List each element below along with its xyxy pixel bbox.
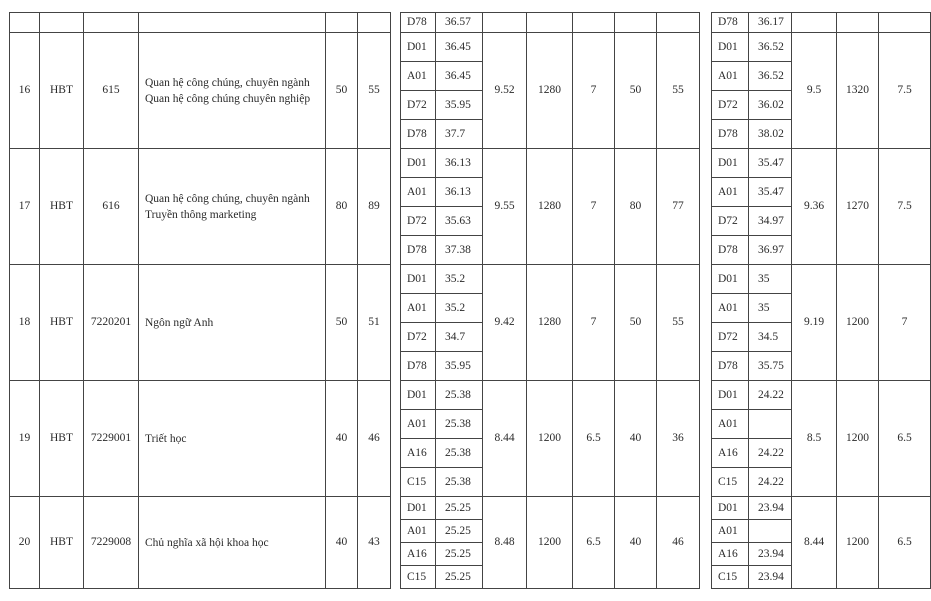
quota-cell: 40 — [326, 497, 358, 589]
combo-code: A16 — [401, 439, 436, 468]
major-code: 7229001 — [84, 381, 139, 497]
combo-code: D01 — [712, 33, 749, 62]
ielts-cell: 7.5 — [879, 149, 931, 265]
combo-score: 36.17 — [749, 13, 792, 33]
quota-cell: 40 — [615, 381, 657, 497]
major-code: 7220201 — [84, 265, 139, 381]
combo-score: 25.38 — [436, 468, 483, 497]
ielts-cell: 6.5 — [573, 497, 615, 589]
combo-score: 35.2 — [436, 294, 483, 323]
major-name: Chủ nghĩa xã hội khoa học — [139, 497, 326, 589]
table-row — [10, 33, 931, 62]
combo-score: 35.63 — [436, 207, 483, 236]
combo-score: 36.57 — [436, 13, 483, 33]
combo-code: C15 — [712, 468, 749, 497]
ielts-cell: 7 — [879, 265, 931, 381]
combo-code: A01 — [401, 62, 436, 91]
admitted-cell: 55 — [657, 265, 700, 381]
ielts-cell: 7 — [573, 33, 615, 149]
admission-score-table — [9, 12, 931, 589]
gpa-cell: 8.44 — [483, 381, 527, 497]
major-name: Quan hệ công chúng, chuyên ngành Quan hệ công chúng chuyên nghiệp — [139, 33, 326, 149]
combo-score: 24.22 — [749, 439, 792, 468]
table-row — [10, 497, 931, 520]
ielts-cell: 6.5 — [573, 381, 615, 497]
sat-cell: 1200 — [527, 497, 573, 589]
gpa-cell: 8.48 — [483, 497, 527, 589]
combo-score: 37.38 — [436, 236, 483, 265]
quota-cell: 50 — [326, 33, 358, 149]
sat-cell: 1280 — [527, 149, 573, 265]
ielts-cell: 7.5 — [879, 33, 931, 149]
ielts-cell: 6.5 — [879, 497, 931, 589]
gpa-cell: 9.52 — [483, 33, 527, 149]
combo-code: A01 — [712, 410, 749, 439]
row-number: 18 — [10, 265, 40, 381]
sat-cell: 1270 — [837, 149, 879, 265]
admitted-cell: 55 — [657, 33, 700, 149]
admitted-cell: 89 — [358, 149, 391, 265]
combo-code: D01 — [401, 33, 436, 62]
quota-cell: 50 — [615, 33, 657, 149]
sat-cell: 1320 — [837, 33, 879, 149]
combo-score: 34.97 — [749, 207, 792, 236]
table-row — [10, 265, 931, 294]
combo-code: D78 — [401, 352, 436, 381]
combo-code: D72 — [401, 91, 436, 120]
school-code: HBT — [40, 497, 84, 589]
gpa-cell: 9.5 — [792, 33, 837, 149]
gap-cell — [391, 381, 401, 497]
quota-cell: 40 — [326, 381, 358, 497]
combo-score: 35.95 — [436, 352, 483, 381]
school-code: HBT — [40, 265, 84, 381]
combo-score: 35.47 — [749, 178, 792, 207]
combo-score: 36.13 — [436, 149, 483, 178]
gap-cell — [700, 33, 712, 149]
quota-cell: 80 — [615, 149, 657, 265]
combo-code: C15 — [712, 566, 749, 589]
row-number: 16 — [10, 33, 40, 149]
combo-score — [749, 520, 792, 543]
combo-code: A01 — [712, 294, 749, 323]
combo-score: 23.94 — [749, 566, 792, 589]
combo-score: 24.22 — [749, 468, 792, 497]
combo-score: 23.94 — [749, 497, 792, 520]
ielts-cell: 6.5 — [879, 381, 931, 497]
combo-score: 36.52 — [749, 62, 792, 91]
combo-code: C15 — [401, 566, 436, 589]
sat-cell: 1200 — [837, 497, 879, 589]
table-row — [10, 381, 931, 410]
combo-code: D01 — [712, 497, 749, 520]
gap-cell — [700, 265, 712, 381]
combo-code: D01 — [712, 265, 749, 294]
combo-score: 24.22 — [749, 381, 792, 410]
combo-code: A01 — [401, 520, 436, 543]
major-name: Ngôn ngữ Anh — [139, 265, 326, 381]
combo-code: A01 — [712, 62, 749, 91]
combo-code: C15 — [401, 468, 436, 497]
gpa-cell: 8.44 — [792, 497, 837, 589]
admitted-cell: 46 — [358, 381, 391, 497]
combo-score: 38.02 — [749, 120, 792, 149]
combo-code: D72 — [712, 91, 749, 120]
combo-score: 35.2 — [436, 265, 483, 294]
combo-score: 25.25 — [436, 566, 483, 589]
combo-score: 35 — [749, 294, 792, 323]
admitted-cell: 51 — [358, 265, 391, 381]
row-number: 17 — [10, 149, 40, 265]
admitted-cell: 77 — [657, 149, 700, 265]
gap-cell — [700, 381, 712, 497]
combo-score: 25.38 — [436, 381, 483, 410]
combo-score: 36.52 — [749, 33, 792, 62]
sat-cell: 1200 — [527, 381, 573, 497]
gap-cell — [391, 149, 401, 265]
combo-code: A16 — [712, 439, 749, 468]
quota-cell: 40 — [615, 497, 657, 589]
combo-code: D01 — [401, 381, 436, 410]
combo-code: D72 — [401, 323, 436, 352]
admitted-cell: 46 — [657, 497, 700, 589]
gap-cell — [391, 265, 401, 381]
combo-score: 36.02 — [749, 91, 792, 120]
combo-score: 25.38 — [436, 439, 483, 468]
combo-code: D78 — [401, 236, 436, 265]
combo-score: 37.7 — [436, 120, 483, 149]
combo-score: 35 — [749, 265, 792, 294]
gpa-cell: 9.36 — [792, 149, 837, 265]
combo-score: 34.5 — [749, 323, 792, 352]
ielts-cell: 7 — [573, 149, 615, 265]
combo-score: 23.94 — [749, 543, 792, 566]
combo-score: 25.25 — [436, 543, 483, 566]
combo-code: D78 — [712, 236, 749, 265]
combo-score: 25.38 — [436, 410, 483, 439]
combo-code: A16 — [401, 543, 436, 566]
combo-code: A16 — [712, 543, 749, 566]
combo-code: A01 — [401, 410, 436, 439]
school-code: HBT — [40, 381, 84, 497]
combo-score: 36.45 — [436, 33, 483, 62]
combo-code: A01 — [712, 178, 749, 207]
major-code: 7229008 — [84, 497, 139, 589]
row-number: 20 — [10, 497, 40, 589]
combo-code: D78 — [401, 13, 436, 33]
sat-cell: 1280 — [527, 265, 573, 381]
major-name: Quan hệ công chúng, chuyên ngành Truyền thông marketing — [139, 149, 326, 265]
gap-cell — [700, 497, 712, 589]
table-row-partial — [10, 13, 931, 33]
combo-code: D78 — [401, 120, 436, 149]
combo-code: D01 — [401, 497, 436, 520]
gap-cell — [391, 497, 401, 589]
row-number: 19 — [10, 381, 40, 497]
sat-cell: 1200 — [837, 381, 879, 497]
combo-code: D78 — [712, 13, 749, 33]
gpa-cell: 9.19 — [792, 265, 837, 381]
major-name: Triết học — [139, 381, 326, 497]
combo-code: D01 — [712, 149, 749, 178]
gpa-cell: 8.5 — [792, 381, 837, 497]
ielts-cell: 7 — [573, 265, 615, 381]
gap-cell — [700, 149, 712, 265]
admitted-cell: 43 — [358, 497, 391, 589]
quota-cell: 50 — [326, 265, 358, 381]
major-code: 616 — [84, 149, 139, 265]
combo-code: A01 — [712, 520, 749, 543]
gap-cell — [391, 33, 401, 149]
combo-code: A01 — [401, 294, 436, 323]
combo-code: D78 — [712, 352, 749, 381]
combo-code: D01 — [401, 265, 436, 294]
combo-score: 36.13 — [436, 178, 483, 207]
combo-score: 25.25 — [436, 520, 483, 543]
school-code: HBT — [40, 149, 84, 265]
combo-score: 25.25 — [436, 497, 483, 520]
school-code: HBT — [40, 33, 84, 149]
combo-score: 36.97 — [749, 236, 792, 265]
table-row — [10, 149, 931, 178]
admitted-cell: 55 — [358, 33, 391, 149]
major-code: 615 — [84, 33, 139, 149]
combo-code: D72 — [712, 323, 749, 352]
combo-code: D01 — [401, 149, 436, 178]
combo-score: 35.47 — [749, 149, 792, 178]
combo-score: 35.75 — [749, 352, 792, 381]
combo-score — [749, 410, 792, 439]
combo-code: D72 — [401, 207, 436, 236]
combo-code: D78 — [712, 120, 749, 149]
gpa-cell: 9.55 — [483, 149, 527, 265]
combo-code: A01 — [401, 178, 436, 207]
quota-cell: 80 — [326, 149, 358, 265]
gpa-cell: 9.42 — [483, 265, 527, 381]
admitted-cell: 36 — [657, 381, 700, 497]
combo-code: D72 — [712, 207, 749, 236]
combo-score: 34.7 — [436, 323, 483, 352]
combo-code: D01 — [712, 381, 749, 410]
sat-cell: 1200 — [837, 265, 879, 381]
sat-cell: 1280 — [527, 33, 573, 149]
quota-cell: 50 — [615, 265, 657, 381]
combo-score: 36.45 — [436, 62, 483, 91]
combo-score: 35.95 — [436, 91, 483, 120]
